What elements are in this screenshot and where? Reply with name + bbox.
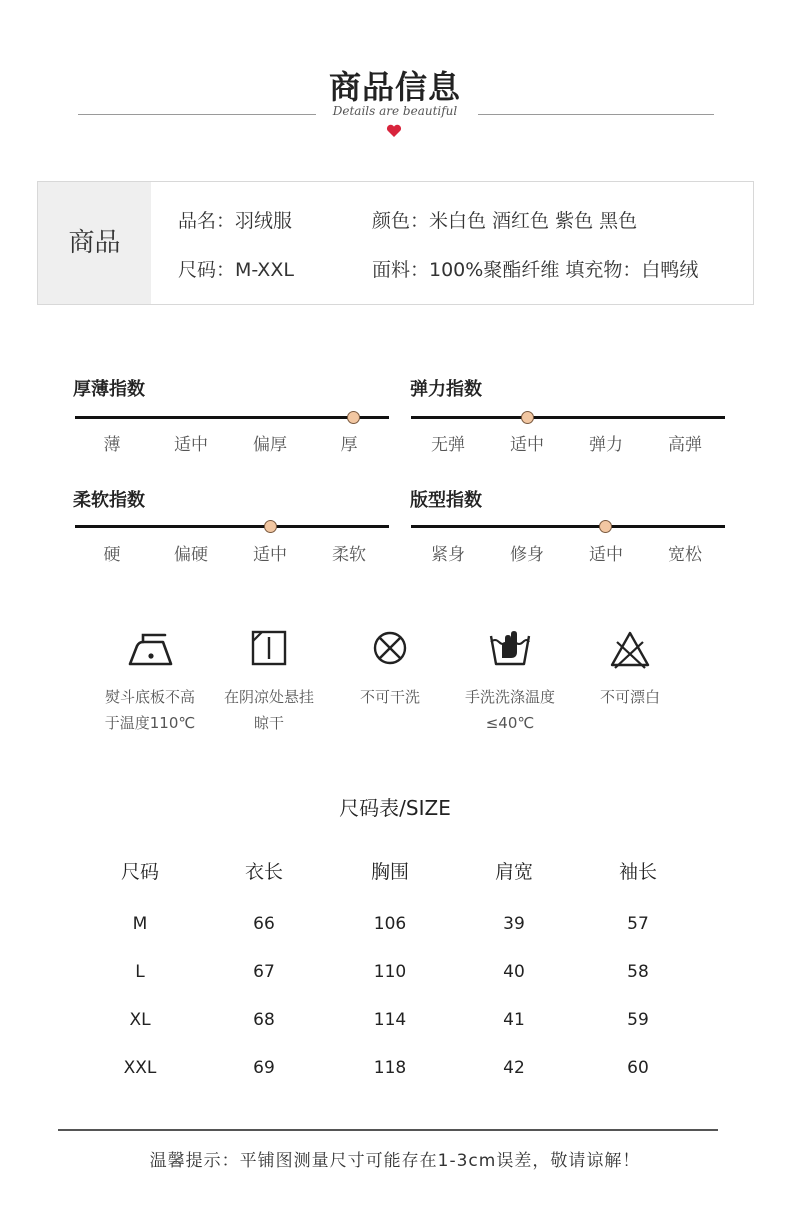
table-cell: 40	[503, 962, 525, 982]
table-cell: 67	[253, 962, 275, 982]
index-label: 柔软	[332, 545, 366, 565]
product-fabric: 面料：100%聚酯纤维 填充物：白鸭绒	[372, 259, 699, 281]
table-cell: 106	[373, 914, 407, 934]
table-cell: 68	[253, 1010, 275, 1030]
table-cell: 59	[627, 1010, 649, 1030]
index-label: 适中	[253, 545, 287, 565]
care-text-no-bleach: 不可漂白	[599, 688, 660, 706]
table-cell: 110	[373, 962, 407, 982]
care-text-hand-wash: 手洗洗涤温度 ≤40℃	[464, 688, 555, 732]
index-title-softness: 柔软指数	[73, 490, 145, 511]
table-cell: 69	[253, 1058, 275, 1078]
table-cell: 42	[503, 1058, 525, 1078]
index-label: 适中	[174, 435, 208, 455]
index-title-elasticity: 弹力指数	[410, 379, 482, 400]
size-table-header: 袖长	[618, 861, 657, 883]
product-label: 商品	[68, 228, 121, 258]
table-cell: 58	[627, 962, 649, 982]
index-label: 适中	[510, 435, 544, 455]
index-label: 宽松	[668, 545, 702, 565]
size-table-title: 尺码表/SIZE	[339, 796, 451, 820]
table-cell: 66	[253, 914, 275, 934]
product-color: 颜色：米白色 酒红色 紫色 黑色	[372, 210, 638, 232]
index-label: 紧身	[431, 545, 465, 565]
table-cell: 39	[503, 914, 525, 934]
table-cell: 118	[373, 1058, 407, 1078]
index-label: 薄	[103, 435, 121, 455]
index-label: 适中	[589, 545, 623, 565]
table-cell: L	[135, 962, 145, 982]
footer-note: 温馨提示：平铺图测量尺寸可能存在1-3cm误差，敬请谅解！	[149, 1151, 641, 1171]
index-label: 高弹	[668, 435, 702, 455]
index-title-fit: 版型指数	[410, 490, 482, 511]
footer-divider	[58, 1129, 718, 1131]
table-cell: 60	[627, 1058, 649, 1078]
index-label: 修身	[510, 545, 544, 565]
index-label: 偏厚	[253, 435, 287, 455]
index-label: 硬	[103, 545, 121, 565]
care-text-drip-dry: 在阴凉处悬挂 晾干	[223, 688, 314, 732]
index-title-thickness: 厚薄指数	[73, 379, 145, 400]
page-subtitle: Details are beautiful	[332, 104, 458, 118]
table-cell: 41	[503, 1010, 525, 1030]
size-table-header: 胸围	[370, 861, 409, 883]
index-label: 弹力	[589, 435, 623, 455]
index-label: 厚	[340, 435, 358, 455]
size-table-header: 尺码	[120, 861, 159, 883]
table-cell: M	[132, 914, 148, 934]
product-name: 品名：羽绒服	[178, 210, 293, 232]
size-table-header: 肩宽	[494, 861, 533, 883]
index-label: 偏硬	[174, 545, 208, 565]
page-title: 商品信息	[328, 68, 461, 106]
product-size: 尺码：M-XXL	[178, 259, 294, 281]
table-cell: 114	[373, 1010, 407, 1030]
table-cell: XXL	[123, 1058, 157, 1078]
care-text-no-dry-clean: 不可干洗	[359, 688, 420, 706]
table-cell: 57	[627, 914, 649, 934]
size-table-header: 衣长	[244, 861, 283, 883]
care-text-iron: 熨斗底板不高 于温度110℃	[104, 688, 196, 732]
index-label: 无弹	[431, 435, 465, 455]
table-cell: XL	[129, 1010, 151, 1030]
